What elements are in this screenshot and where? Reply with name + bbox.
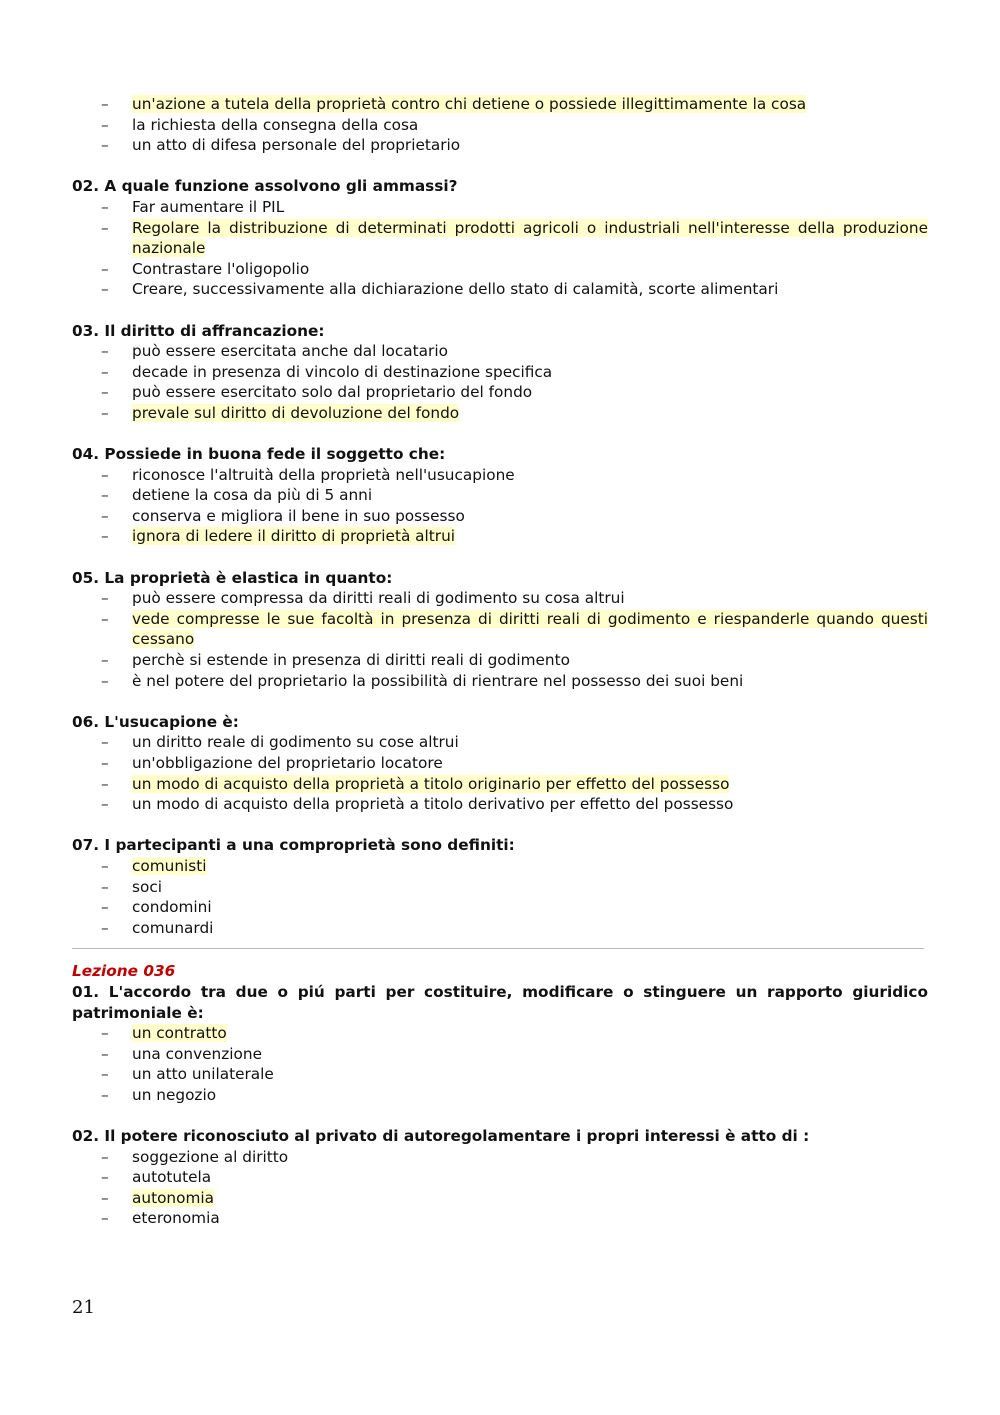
dash-bullet: – (101, 506, 109, 525)
answer-option (72, 794, 928, 815)
dash-bullet: – (101, 733, 109, 752)
dash-bullet: – (101, 136, 109, 155)
dash-bullet: – (101, 1188, 109, 1207)
answer-text: un atto unilaterale (132, 1065, 274, 1084)
dash-bullet: – (101, 1065, 109, 1084)
page-number: 21 (72, 1297, 95, 1318)
answer-text: soci (132, 877, 162, 896)
answer-text: una convenzione (132, 1044, 262, 1063)
dash-bullet: – (101, 589, 109, 608)
dash-bullet: – (101, 383, 109, 402)
answer-option (72, 279, 928, 300)
correct-answer-text: un contratto (132, 1024, 227, 1043)
answer-text: è nel potere del proprietario la possibilità di rientrare nel possesso dei suoi beni (132, 671, 744, 690)
answer-option (72, 1167, 928, 1188)
spacer (72, 547, 928, 568)
answer-text: decade in presenza di vincolo di destinazione specifica (132, 362, 553, 381)
answer-text: un'obbligazione del proprietario locatore (132, 754, 443, 772)
answer-option (72, 897, 928, 918)
correct-answer-text: autonomia (132, 1188, 215, 1207)
answer-text: riconosce l'altruità della proprietà nell'usucapione (132, 465, 515, 484)
answer-option (72, 1023, 928, 1044)
answer-option (72, 218, 928, 259)
dash-bullet: – (101, 856, 109, 875)
dash-bullet: – (101, 362, 109, 381)
dash-bullet: – (101, 342, 109, 361)
dash-bullet: – (101, 115, 109, 134)
dash-bullet: – (101, 1085, 109, 1104)
answer-option (72, 465, 928, 486)
answer-option (72, 1085, 928, 1106)
question-text: 02. Il potere riconosciuto al privato di autoregolamentare i propri interessi è atto di : (72, 1127, 810, 1146)
dash-bullet: – (101, 918, 109, 937)
answer-option (72, 362, 928, 383)
answer-text: può essere esercitato solo dal proprietario del fondo (132, 383, 533, 402)
spacer (72, 691, 928, 712)
answer-option (72, 588, 928, 609)
answer-option (72, 774, 928, 795)
options-list (72, 1023, 928, 1105)
answer-option (72, 609, 928, 650)
dash-bullet: – (101, 1168, 109, 1187)
answer-text: un modo di acquisto della proprietà a titolo derivativo per effetto del possesso (132, 795, 734, 814)
answer-text: detiene la cosa da più di 5 anni (132, 486, 373, 505)
options-list (72, 197, 928, 300)
answer-text: soggezione al diritto (132, 1147, 289, 1166)
answer-option (72, 1188, 928, 1209)
dash-bullet: – (101, 754, 109, 772)
answer-option (72, 115, 928, 136)
dash-bullet: – (101, 1044, 109, 1063)
answer-text: un negozio (132, 1085, 217, 1104)
answer-text: condomini (132, 898, 212, 917)
dash-bullet: – (101, 465, 109, 484)
page-content (72, 94, 928, 1229)
question-text: 02. A quale funzione assolvono gli ammassi? (72, 177, 458, 196)
answer-option (72, 94, 928, 115)
options-list (72, 1147, 928, 1229)
dash-bullet: – (101, 259, 109, 278)
dash-bullet: – (101, 1024, 109, 1043)
question-text: 04. Possiede in buona fede il soggetto che: (72, 445, 446, 464)
answer-option (72, 753, 928, 774)
dash-bullet: – (101, 898, 109, 917)
answer-option (72, 1208, 928, 1229)
correct-answer-text: ignora di ledere il diritto di proprietà altrui (132, 527, 456, 546)
correct-answer-text: Regolare la distribuzione di determinati prodotti agricoli o industriali nell'interesse della produzione nazionale (132, 218, 928, 258)
options-list (72, 732, 928, 814)
answer-text: comunardi (132, 918, 214, 937)
dash-bullet: – (101, 197, 109, 216)
dash-bullet: – (101, 527, 109, 546)
spacer (72, 156, 928, 177)
dash-bullet: – (101, 280, 109, 299)
options-list (72, 465, 928, 547)
question-text: 06. L'usucapione è: (72, 712, 239, 731)
answer-option (72, 877, 928, 898)
options-list (72, 588, 928, 691)
dash-bullet: – (101, 877, 109, 896)
section-divider (72, 948, 924, 949)
answer-option (72, 732, 928, 753)
dash-bullet: – (101, 218, 109, 237)
answer-text: Contrastare l'oligopolio (132, 259, 310, 278)
answer-text: un atto di difesa personale del proprietario (132, 136, 461, 155)
question-text: 07. I partecipanti a una comproprietà sono definiti: (72, 836, 515, 855)
dash-bullet: – (101, 95, 109, 113)
correct-answer-text: un'azione a tutela della proprietà contro chi detiene o possiede illegittimamente la cosa (132, 95, 807, 113)
answer-text: un diritto reale di godimento su cose altrui (132, 733, 459, 752)
answer-text: può essere compressa da diritti reali di godimento su cosa altrui (132, 589, 625, 608)
answer-option (72, 1044, 928, 1065)
answer-option (72, 135, 928, 156)
answer-text: Far aumentare il PIL (132, 197, 285, 216)
answer-option (72, 856, 928, 877)
question-text: 05. La proprietà è elastica in quanto: (72, 568, 393, 587)
dash-bullet: – (101, 651, 109, 670)
dash-bullet: – (101, 1209, 109, 1228)
answer-option (72, 197, 928, 218)
spacer (72, 300, 928, 321)
dash-bullet: – (101, 1147, 109, 1166)
question-block-a (72, 156, 928, 939)
answer-text: Creare, successivamente alla dichiarazione dello stato di calamità, scorte alimentari (132, 280, 779, 299)
answer-option (72, 1147, 928, 1168)
dash-bullet: – (101, 795, 109, 814)
dash-bullet: – (101, 486, 109, 505)
options-list (72, 341, 928, 423)
answer-option (72, 671, 928, 692)
dash-bullet: – (101, 774, 109, 793)
spacer (72, 424, 928, 445)
spacer (72, 815, 928, 836)
question-text: 03. Il diritto di affrancazione: (72, 321, 325, 340)
spacer (72, 1106, 928, 1127)
answer-option (72, 506, 928, 527)
correct-answer-text: comunisti (132, 856, 207, 875)
options-list (72, 856, 928, 938)
answer-option (72, 341, 928, 362)
correct-answer-text: un modo di acquisto della proprietà a titolo originario per effetto del possesso (132, 774, 730, 793)
dash-bullet: – (101, 403, 109, 422)
question-block-b (72, 982, 928, 1229)
answer-option (72, 259, 928, 280)
dash-bullet: – (101, 609, 109, 628)
answer-text: eteronomia (132, 1209, 220, 1228)
answer-option (72, 1064, 928, 1085)
answer-option (72, 918, 928, 939)
answer-text: perchè si estende in presenza di diritti reali di godimento (132, 651, 570, 670)
question-text: 01. L'accordo tra due o piú parti per costituire, modificare o stinguere un rapporto giuridico patrimoniale è: (72, 982, 928, 1022)
answer-text: la richiesta della consegna della cosa (132, 115, 419, 134)
correct-answer-text: vede compresse le sue facoltà in presenza di diritti reali di godimento e riespanderle quando questi cessano (132, 609, 928, 649)
answer-text: può essere esercitata anche dal locatario (132, 342, 448, 361)
intro-options (72, 94, 928, 156)
answer-text: autotutela (132, 1168, 212, 1187)
answer-option (72, 382, 928, 403)
lesson-title: Lezione 036 (72, 962, 176, 981)
answer-text: conserva e migliora il bene in suo possesso (132, 506, 465, 525)
answer-option (72, 403, 928, 424)
answer-option (72, 485, 928, 506)
dash-bullet: – (101, 671, 109, 690)
answer-option (72, 526, 928, 547)
answer-option (72, 650, 928, 671)
correct-answer-text: prevale sul diritto di devoluzione del fondo (132, 403, 460, 422)
